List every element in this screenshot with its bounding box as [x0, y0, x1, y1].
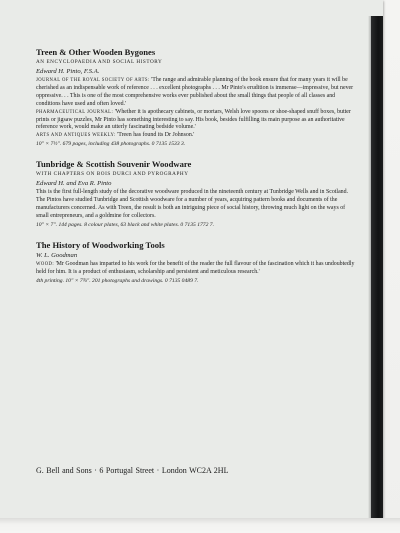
review [36, 77, 358, 109]
book-subtitle: WITH CHAPTERS ON BOIS DURCI AND PYROGRAPHY [36, 171, 189, 178]
book-description: This is the first full-length study of the decorative woodware produced in the nineteenth century at Tunbridge Wells and in Scotland. The Pintos have studied Tunbridge and Scottish woodware for a number of years, acquiring pattern books and documents of the manufacturers concerned. As with Treen, the result is both an intriguing piece of social history, throwing much light on the ways of small entrepreneurs, and a goldmine for collectors. [36, 189, 349, 219]
review-source: PHARMACEUTICAL JOURNAL: [36, 109, 114, 115]
review-text: 'Whether it is apothecary cabinets, or mortars, Welsh love spoons or shoe-shaped snuff boxes, butter prints or jigsaw puzzles, Mr Pinto has something interesting to say. His book, besides fulfilling its main purpose as an authoritative reference work, would make an utterly fascinating bedside volume.' [36, 108, 351, 131]
book-details: 10" × 7½". 679 pages, including 438 photographs. 0 7135 1533 3. [36, 141, 186, 148]
review [36, 109, 358, 133]
book-title: Tunbridge & Scottish Souvenir Woodware [36, 159, 192, 170]
book-title: The History of Woodworking Tools [36, 239, 165, 250]
book-entry-tunbridge [36, 159, 358, 229]
book-author: Edward H. and Eva R. Pinto [36, 180, 112, 188]
review-text: 'Mr Goodman has imparted to his work for the benefit of the reader the full flavour of the fascination which it has undoubtedly held for him. It is a product of enthusiasm, scholarship and persistent and meticulous research.' [36, 260, 355, 275]
book-author: W. L. Goodman [36, 251, 78, 259]
book-spine [371, 16, 383, 518]
book-title: Treen & Other Wooden Bygones [36, 47, 156, 57]
review-text: 'The range and admirable planning of the book ensure that for many years it will be cherished as an indispensable work of reference . . . excellent photographs . . . Mr Pinto's erudition is immense—impressive, but never oppressive. . . This is one of the most comprehensive works ever published about the small things that people of all classes and conditions have used and often loved.' [36, 77, 354, 107]
review [36, 261, 358, 277]
book-entry-woodworking-tools [36, 240, 358, 285]
review [36, 132, 358, 140]
table-surface [0, 518, 400, 533]
publisher-imprint: G. Bell and Sons · 6 Portugal Street · London WC2A 2HL [36, 466, 229, 475]
review-source: JOURNAL OF THE ROYAL SOCIETY OF ARTS: [36, 78, 150, 83]
book-details: 10" × 7". 144 pages. 8 colour plates, 63 black and white plates. 0 7135 1772 7. [36, 221, 214, 228]
book-details: 4th printing. 10" × 7¾". 201 photographs and drawings. 0 7135 0489 7. [36, 277, 199, 284]
cover-text-column [36, 47, 358, 296]
book-entry-treen [36, 47, 358, 148]
review-source: WOOD: [36, 261, 55, 267]
review-source: ARTS AND ANTIQUES WEEKLY: [36, 133, 116, 139]
book-subtitle: AN ENCYCLOPAEDIA AND SOCIAL HISTORY [36, 59, 163, 65]
book-author: Edward H. Pinto, F.S.A. [36, 68, 100, 75]
review-text: 'Treen has found its Dr Johnson.' [117, 132, 195, 139]
